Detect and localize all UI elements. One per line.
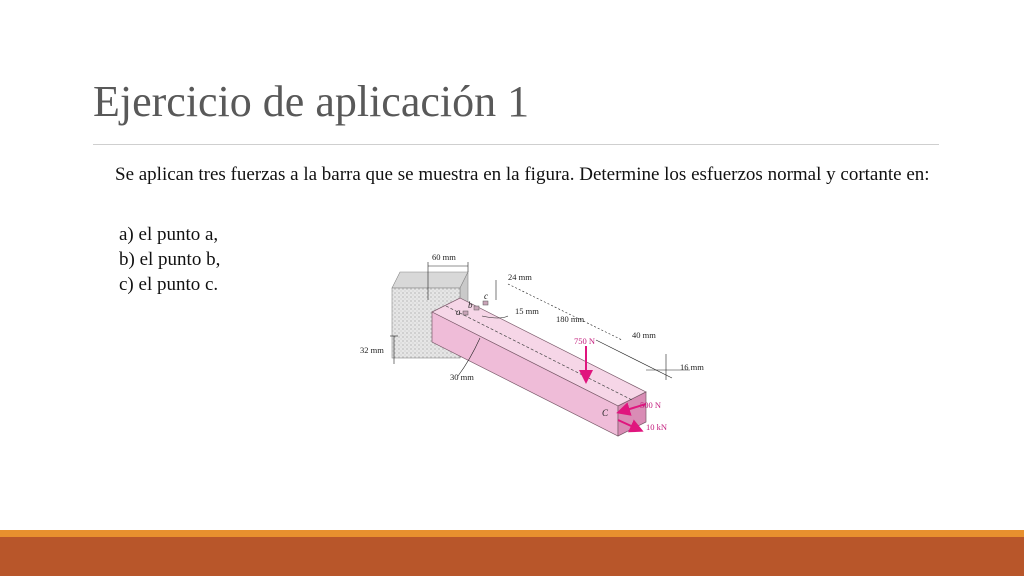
dim-32mm: 32 mm bbox=[360, 345, 384, 355]
dim-24mm: 24 mm bbox=[508, 272, 532, 282]
dim-60mm: 60 mm bbox=[432, 252, 456, 262]
title-divider bbox=[93, 144, 939, 145]
footer-band-dark bbox=[0, 537, 1024, 576]
slide-title: Ejercicio de aplicación 1 bbox=[93, 77, 530, 126]
force-750N: 750 N bbox=[574, 336, 596, 346]
dim-15mm: 15 mm bbox=[515, 306, 539, 316]
question-item-c: c) el punto c. bbox=[119, 274, 219, 295]
label-point-a: a bbox=[456, 307, 461, 317]
question-item-a: a) el punto a, bbox=[119, 224, 219, 245]
force-10kN: 10 kN bbox=[646, 422, 668, 432]
label-point-C: C bbox=[602, 408, 609, 418]
question-list bbox=[119, 222, 220, 297]
bar-figure bbox=[350, 240, 730, 440]
force-500N: 500 N bbox=[640, 400, 662, 410]
label-point-c: c bbox=[484, 291, 488, 301]
dim-16mm: 16 mm bbox=[680, 362, 704, 372]
footer-band-light bbox=[0, 530, 1024, 537]
problem-statement: Se aplican tres fuerzas a la barra que se muestra en la figura. Determine los esfuerzos normal y cortante en: bbox=[115, 164, 930, 185]
label-point-b: b bbox=[468, 300, 473, 310]
dim-40mm: 40 mm bbox=[632, 330, 656, 340]
dim-180mm: 180 mm bbox=[556, 314, 585, 324]
question-item-b: b) el punto b, bbox=[119, 249, 221, 270]
dim-30mm: 30 mm bbox=[450, 372, 474, 382]
bar-diagram bbox=[350, 240, 730, 440]
